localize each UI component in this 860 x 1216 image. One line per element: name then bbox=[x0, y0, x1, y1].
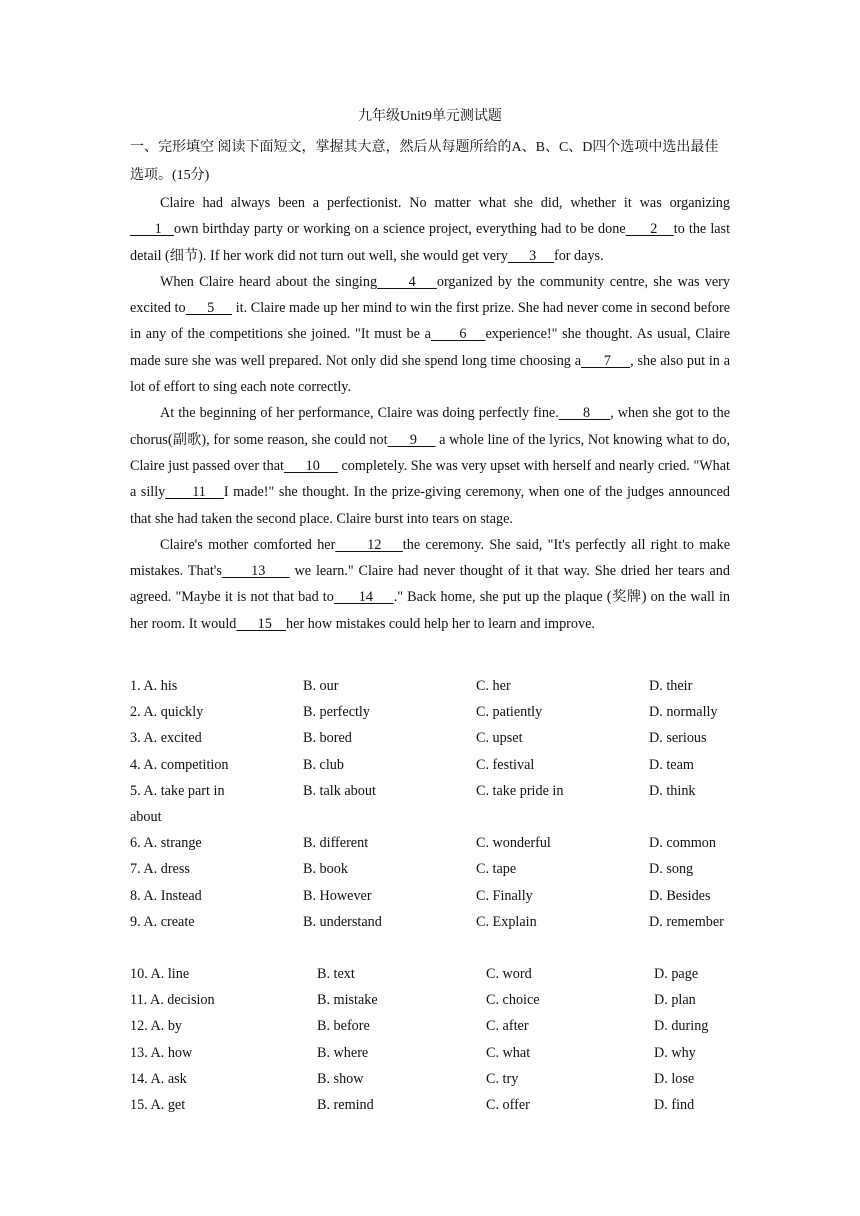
option-a: 1. A. his bbox=[130, 678, 178, 694]
option-a: 6. A. strange bbox=[130, 835, 202, 852]
passage-text: the ceremony. She said, "It's perfectly all right to make mistakes. That's bbox=[130, 536, 730, 580]
answer-blank: 4 bbox=[377, 273, 437, 290]
option-row bbox=[130, 912, 740, 938]
option-b: B. before bbox=[317, 1018, 370, 1035]
option-d: D. find bbox=[654, 1096, 695, 1113]
passage-paragraph bbox=[130, 269, 730, 400]
answer-blank: 12 bbox=[335, 536, 403, 553]
option-row bbox=[130, 990, 740, 1016]
option-b: B. different bbox=[303, 835, 369, 852]
option-b: B. perfectly bbox=[303, 704, 370, 721]
option-b: B. show bbox=[317, 1070, 364, 1087]
passage-text: When Claire heard about the singing bbox=[160, 273, 378, 290]
passage-text: for days. bbox=[553, 247, 604, 264]
options-group-1-9 bbox=[130, 676, 740, 938]
option-c: C. patiently bbox=[476, 704, 543, 721]
answer-blank: 5 bbox=[185, 300, 233, 317]
passage-text: experience!" she thought. As usual, Claire made sure she was well prepared. Not only did she spend long time choosing a bbox=[130, 326, 731, 369]
option-c: C. offer bbox=[486, 1096, 530, 1113]
option-row bbox=[130, 728, 740, 754]
passage-text: to the last detail (细节). If her work did not turn out well, she would get very bbox=[130, 221, 731, 264]
answer-blank: 3 bbox=[507, 247, 554, 264]
option-row bbox=[130, 964, 740, 990]
option-d: D. why bbox=[654, 1044, 696, 1061]
passage-text: Claire's mother comforted her bbox=[160, 536, 336, 553]
passage-text: ." Back home, she put up the plaque (奖牌) on the wall in her room. It would bbox=[130, 589, 731, 632]
passage-text: organized by the community centre, she was very excited to bbox=[130, 273, 730, 317]
option-b: B. club bbox=[303, 756, 344, 773]
passage-text: own birthday party or working on a science project, everything had to be done bbox=[174, 221, 626, 238]
option-d: D. think bbox=[649, 782, 696, 799]
option-row bbox=[130, 807, 740, 833]
option-b: B. our bbox=[303, 678, 339, 694]
option-d: D. page bbox=[654, 966, 699, 982]
passage-text: Claire had always been a perfectionist. No matter what she did, whether it was organizing bbox=[160, 195, 730, 211]
answer-blank: 6 bbox=[430, 326, 486, 343]
option-row bbox=[130, 1016, 740, 1042]
option-row bbox=[130, 676, 740, 702]
option-a: 9. A. create bbox=[130, 913, 195, 930]
option-c: C. upset bbox=[476, 730, 523, 747]
option-a: 2. A. quickly bbox=[130, 704, 204, 721]
option-row bbox=[130, 702, 740, 728]
option-row bbox=[130, 833, 740, 859]
option-b: B. bored bbox=[303, 730, 352, 747]
option-d: D. song bbox=[649, 861, 694, 878]
answer-blank: 9 bbox=[387, 431, 436, 448]
option-d: D. normally bbox=[649, 704, 718, 721]
option-c: C. tape bbox=[476, 861, 517, 878]
option-d: D. during bbox=[654, 1018, 709, 1035]
answer-blank: 15 bbox=[236, 615, 287, 632]
answer-blank: 1 bbox=[130, 221, 175, 238]
option-c: C. word bbox=[486, 966, 532, 982]
option-a: 3. A. excited bbox=[130, 730, 202, 747]
option-b: B. However bbox=[303, 887, 372, 904]
section-heading: 一、完形填空 阅读下面短文，掌握其大意，然后从每题所给的A、B、C、D四个选项中选出最佳选项。(15分) bbox=[130, 140, 719, 183]
option-c: C. wonderful bbox=[476, 835, 551, 852]
passage-text: a whole line of the lyrics, Not knowing what to do, Claire just passed over that bbox=[130, 431, 730, 474]
option-c: C. Explain bbox=[476, 913, 537, 930]
option-a: 5. A. take part in bbox=[130, 782, 225, 799]
option-c: C. what bbox=[486, 1044, 531, 1061]
option-a: 15. A. get bbox=[130, 1096, 186, 1113]
option-a: about bbox=[130, 808, 162, 825]
option-row bbox=[130, 859, 740, 885]
passage-paragraph bbox=[130, 532, 730, 637]
answer-blank: 2 bbox=[625, 221, 674, 238]
option-d: D. lose bbox=[654, 1070, 695, 1087]
passage-text: completely. She was very upset with herself and nearly cried. "What a silly bbox=[130, 457, 730, 501]
option-c: C. choice bbox=[486, 992, 540, 1009]
option-a: 8. A. Instead bbox=[130, 887, 202, 904]
option-b: B. where bbox=[317, 1044, 369, 1061]
option-a: 10. A. line bbox=[130, 966, 190, 982]
cloze-passage bbox=[130, 190, 730, 637]
option-c: C. take pride in bbox=[476, 782, 564, 799]
page-title: 九年级Unit9单元测试题 bbox=[358, 109, 502, 124]
option-d: D. Besides bbox=[649, 887, 711, 904]
option-c: C. Finally bbox=[476, 887, 533, 904]
option-b: B. remind bbox=[317, 1096, 374, 1113]
options-group-10-15 bbox=[130, 964, 740, 1121]
option-b: B. talk about bbox=[303, 782, 376, 799]
option-a: 7. A. dress bbox=[130, 861, 190, 878]
option-d: D. serious bbox=[649, 730, 707, 747]
passage-text: her how mistakes could help her to learn and improve. bbox=[286, 615, 595, 632]
passage-text: it. Claire made up her mind to win the first prize. She had never come in second before in any of the competitions she joined. "It must be a bbox=[130, 300, 731, 343]
option-b: B. mistake bbox=[317, 992, 378, 1009]
option-c: C. after bbox=[486, 1018, 529, 1035]
answer-blank: 8 bbox=[558, 405, 611, 422]
option-a: 14. A. ask bbox=[130, 1070, 187, 1087]
option-c: C. her bbox=[476, 678, 511, 694]
passage-paragraph bbox=[130, 400, 730, 531]
passage-text: I made!" she thought. In the prize-giving ceremony, when one of the judges announced that she had taken the second place. Claire burst into tears on stage. bbox=[130, 484, 730, 527]
option-d: D. plan bbox=[654, 992, 696, 1009]
option-row bbox=[130, 1043, 740, 1069]
option-d: D. common bbox=[649, 835, 716, 852]
option-row bbox=[130, 1095, 740, 1121]
option-a: 12. A. by bbox=[130, 1018, 183, 1035]
option-a: 11. A. decision bbox=[130, 992, 215, 1009]
passage-paragraph bbox=[130, 190, 730, 269]
option-row bbox=[130, 886, 740, 912]
option-b: B. text bbox=[317, 966, 355, 982]
passage-text: we learn." Claire had never thought of it that way. She dried her tears and agreed. "Maybe it is not that bad to bbox=[130, 563, 730, 606]
option-b: B. book bbox=[303, 861, 348, 878]
passage-text: , she also put in a lot of effort to sing each note correctly. bbox=[130, 352, 730, 396]
option-d: D. their bbox=[649, 678, 693, 694]
answer-blank: 14 bbox=[333, 589, 394, 606]
option-c: C. try bbox=[486, 1070, 519, 1087]
passage-text: , when she got to the chorus(副歌), for some reason, she could not bbox=[130, 405, 731, 448]
option-d: D. remember bbox=[649, 913, 724, 930]
option-b: B. understand bbox=[303, 913, 382, 930]
answer-blank: 10 bbox=[283, 457, 338, 474]
option-row bbox=[130, 755, 740, 781]
passage-text: At the beginning of her performance, Claire was doing perfectly fine. bbox=[160, 405, 559, 422]
option-d: D. team bbox=[649, 756, 694, 773]
option-c: C. festival bbox=[476, 756, 535, 773]
answer-blank: 7 bbox=[581, 352, 631, 369]
option-a: 4. A. competition bbox=[130, 756, 229, 773]
option-row bbox=[130, 781, 740, 807]
option-a: 13. A. how bbox=[130, 1044, 193, 1061]
option-row bbox=[130, 1069, 740, 1095]
answer-blank: 11 bbox=[165, 484, 224, 501]
answer-blank: 13 bbox=[221, 563, 290, 580]
